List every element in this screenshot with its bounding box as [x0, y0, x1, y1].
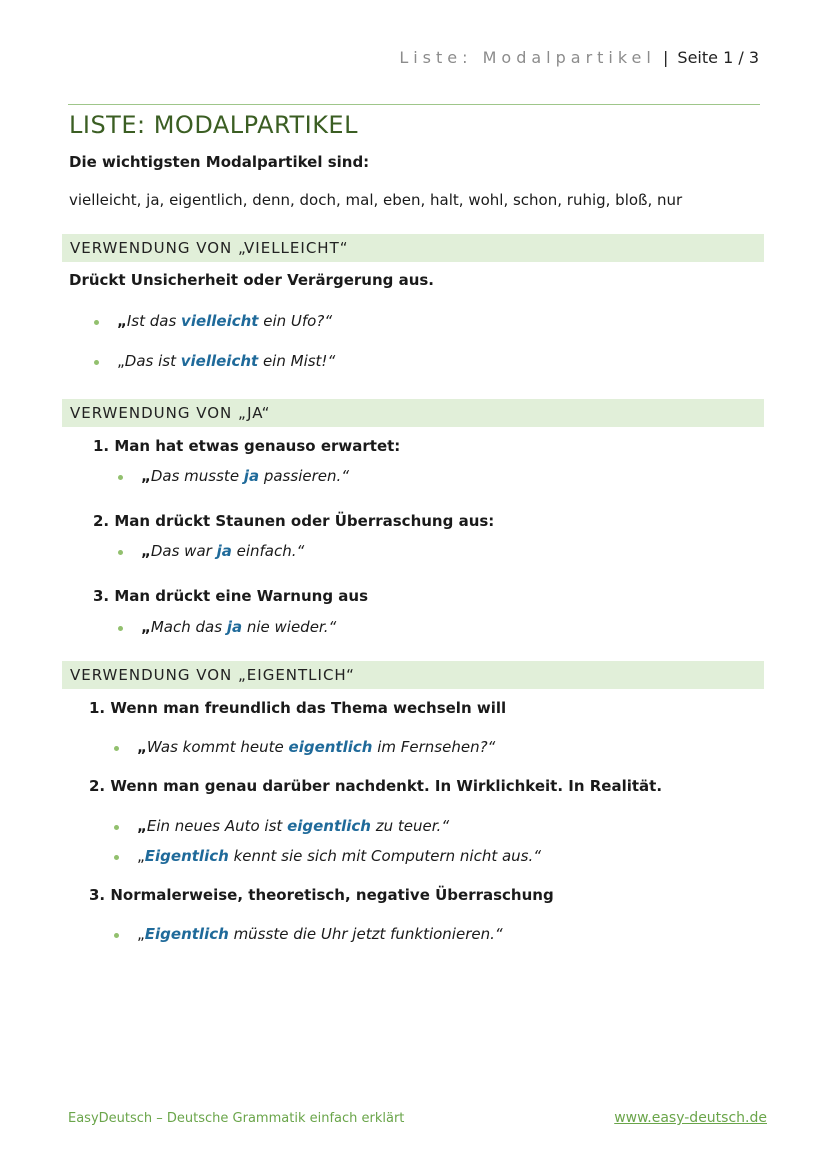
intro-particle-list: vielleicht, ja, eigentlich, denn, doch, mal, eben, halt, wohl, schon, ruhig, bloß, nur	[69, 191, 683, 209]
example-keyword: Eigentlich	[144, 847, 229, 865]
example-keyword: vielleicht	[181, 312, 259, 330]
usage-item-label: 1. Wenn man freundlich das Thema wechseln will	[89, 699, 507, 717]
example-post: ein Ufo?“	[258, 312, 333, 330]
example-sentence	[117, 312, 332, 330]
opening-quote: „	[117, 312, 127, 330]
usage-item-label: 2. Wenn man genau darüber nachdenkt. In Wirklichkeit. In Realität.	[89, 777, 663, 795]
usage-item-label: 2. Man drückt Staunen oder Überraschung aus:	[93, 512, 495, 530]
bullet-icon	[94, 360, 99, 365]
example-sentence	[137, 925, 503, 943]
example-pre: Ist das	[126, 312, 182, 330]
example-pre: Das war	[150, 542, 217, 560]
example-pre: Ein neues Auto ist	[146, 817, 288, 835]
usage-item-label: 3. Normalerweise, theoretisch, negative Überraschung	[89, 886, 554, 904]
example-keyword: eigentlich	[287, 817, 371, 835]
example-post: kennt sie sich mit Computern nicht aus.“	[228, 847, 542, 865]
example-sentence	[141, 618, 336, 636]
example-keyword: eigentlich	[288, 738, 373, 756]
opening-quote: „	[137, 847, 145, 865]
example-post: im Fernsehen?“	[372, 738, 496, 756]
example-pre: Das ist	[124, 352, 181, 370]
page-title: LISTE: MODALPARTIKEL	[69, 111, 358, 139]
example-sentence	[137, 847, 541, 865]
section-heading-eigentlich	[62, 661, 764, 689]
section-heading-text: VERWENDUNG VON „EIGENTLICH“	[70, 666, 355, 684]
example-sentence	[137, 817, 449, 835]
opening-quote: „	[137, 817, 147, 835]
intro-heading: Die wichtigsten Modalpartikel sind:	[69, 153, 370, 171]
example-sentence	[117, 352, 335, 370]
bullet-icon	[114, 855, 119, 860]
example-sentence	[141, 542, 304, 560]
opening-quote: „	[117, 352, 125, 370]
section-heading-text: VERWENDUNG VON „JA“	[70, 404, 271, 422]
opening-quote: „	[137, 925, 145, 943]
example-keyword: ja	[216, 542, 232, 560]
bullet-icon	[118, 475, 123, 480]
example-post: passieren.“	[259, 467, 350, 485]
example-post: einfach.“	[231, 542, 305, 560]
opening-quote: „	[141, 618, 151, 636]
example-keyword: ja	[243, 467, 260, 485]
section-heading-text: VERWENDUNG VON „VIELLEICHT“	[70, 239, 349, 257]
bullet-icon	[114, 933, 119, 938]
example-pre: Das musste	[150, 467, 244, 485]
example-keyword: ja	[226, 618, 243, 636]
opening-quote: „	[141, 542, 151, 560]
example-post: nie wieder.“	[242, 618, 337, 636]
bullet-icon	[118, 626, 123, 631]
section-heading-vielleicht	[62, 234, 764, 262]
section-description: Drückt Unsicherheit oder Verärgerung aus.	[69, 271, 435, 289]
running-header	[399, 48, 759, 67]
example-keyword: vielleicht	[180, 352, 259, 370]
example-sentence	[137, 738, 495, 756]
example-sentence	[141, 467, 349, 485]
example-post: müsste die Uhr jetzt funktionieren.“	[228, 925, 503, 943]
header-rule	[68, 104, 760, 105]
example-post: zu teuer.“	[371, 817, 450, 835]
running-title: Liste: Modalpartikel	[399, 48, 656, 67]
bullet-icon	[94, 320, 99, 325]
opening-quote: „	[141, 467, 151, 485]
header-separator: |	[662, 48, 669, 67]
example-pre: Mach das	[150, 618, 227, 636]
usage-item-label: 3. Man drückt eine Warnung aus	[93, 587, 369, 605]
section-heading-ja	[62, 399, 764, 427]
page-number: Seite 1 / 3	[677, 48, 759, 67]
opening-quote: „	[137, 738, 147, 756]
footer-tagline: EasyDeutsch – Deutsche Grammatik einfach erklärt	[68, 1111, 405, 1126]
usage-item-label: 1. Man hat etwas genauso erwartet:	[93, 437, 401, 455]
bullet-icon	[114, 825, 119, 830]
example-post: ein Mist!“	[258, 352, 336, 370]
bullet-icon	[114, 746, 119, 751]
bullet-icon	[118, 550, 123, 555]
footer-website-link[interactable]: www.easy-deutsch.de	[614, 1110, 767, 1126]
example-keyword: Eigentlich	[144, 925, 229, 943]
example-pre: Was kommt heute	[146, 738, 289, 756]
